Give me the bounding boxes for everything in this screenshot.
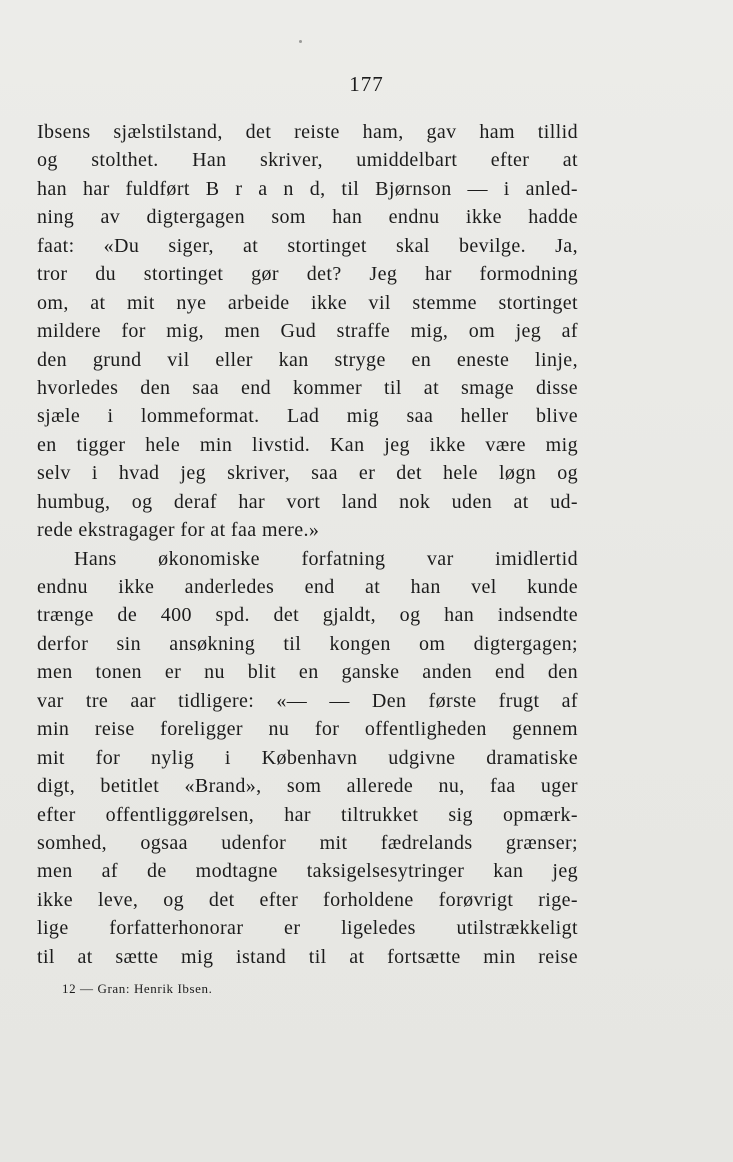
text-line: til at sætte mig istand til at fortsætte min reise bbox=[37, 945, 578, 968]
text-line: digt, betitlet «Brand», som allerede nu, faa uger bbox=[37, 775, 578, 798]
text-line: endnu ikke anderledes end at han vel kunde bbox=[37, 576, 578, 598]
text-line: mit for nylig i København udgivne dramatiske bbox=[37, 746, 578, 769]
text-line: derfor sin ansøkning til kongen om digtergagen; bbox=[37, 632, 578, 655]
text-line: efter offentliggørelsen, har tiltrukket sig opmærk- bbox=[37, 803, 578, 826]
text-line: sjæle i lommeformat. Lad mig saa heller blive bbox=[37, 405, 578, 428]
text-line: han har fuldført B r a n d, til Bjørnson — i anled- bbox=[37, 177, 578, 200]
text-line: min reise foreligger nu for offentligheden gennem bbox=[37, 718, 578, 741]
text-line: en tigger hele min livstid. Kan jeg ikke være mig bbox=[37, 433, 578, 456]
text-line: lige forfatterhonorar er ligeledes utilstrækkeligt bbox=[37, 917, 578, 940]
text-line: men af de modtagne taksigelsesytringer kan jeg bbox=[37, 860, 578, 883]
text-line: somhed, ogsaa udenfor mit fædrelands grænser; bbox=[37, 831, 578, 854]
text-line: ning av digtergagen som han endnu ikke hadde bbox=[37, 206, 578, 229]
text-line: humbug, og deraf har vort land nok uden at ud- bbox=[37, 490, 578, 513]
ink-speck bbox=[299, 40, 302, 43]
text-line: om, at mit nye arbeide ikke vil stemme stortinget bbox=[37, 291, 578, 314]
text-line: rede ekstragager for at faa mere.» bbox=[37, 519, 320, 542]
text-line: tror du stortinget gør det? Jeg har formodning bbox=[37, 263, 578, 286]
text-line: Hans økonomiske forfatning var imidlertid bbox=[74, 547, 578, 570]
text-line: selv i hvad jeg skriver, saa er det hele løgn og bbox=[37, 462, 578, 485]
text-line: hvorledes den saa end kommer til at smage disse bbox=[37, 376, 578, 399]
printer-signature: 12 — Gran: Henrik Ibsen. bbox=[62, 981, 213, 996]
text-line: ikke leve, og det efter forholdene forøvrigt rige- bbox=[37, 888, 578, 911]
body-text bbox=[37, 118, 578, 971]
text-line: Ibsens sjælstilstand, det reiste ham, gav ham tillid bbox=[37, 121, 578, 143]
page-number: 177 bbox=[349, 72, 384, 96]
text-line: den grund vil eller kan stryge en eneste linje, bbox=[37, 348, 578, 371]
text-line: faat: «Du siger, at stortinget skal bevilge. Ja, bbox=[37, 234, 578, 257]
text-line: og stolthet. Han skriver, umiddelbart efter at bbox=[37, 149, 578, 172]
text-line: mildere for mig, men Gud straffe mig, om jeg af bbox=[37, 320, 578, 343]
text-line: var tre aar tidligere: «— — Den første frugt af bbox=[37, 689, 578, 712]
text-line: men tonen er nu blit en ganske anden end den bbox=[37, 661, 578, 684]
text-line: trænge de 400 spd. det gjaldt, og han indsendte bbox=[37, 604, 578, 627]
